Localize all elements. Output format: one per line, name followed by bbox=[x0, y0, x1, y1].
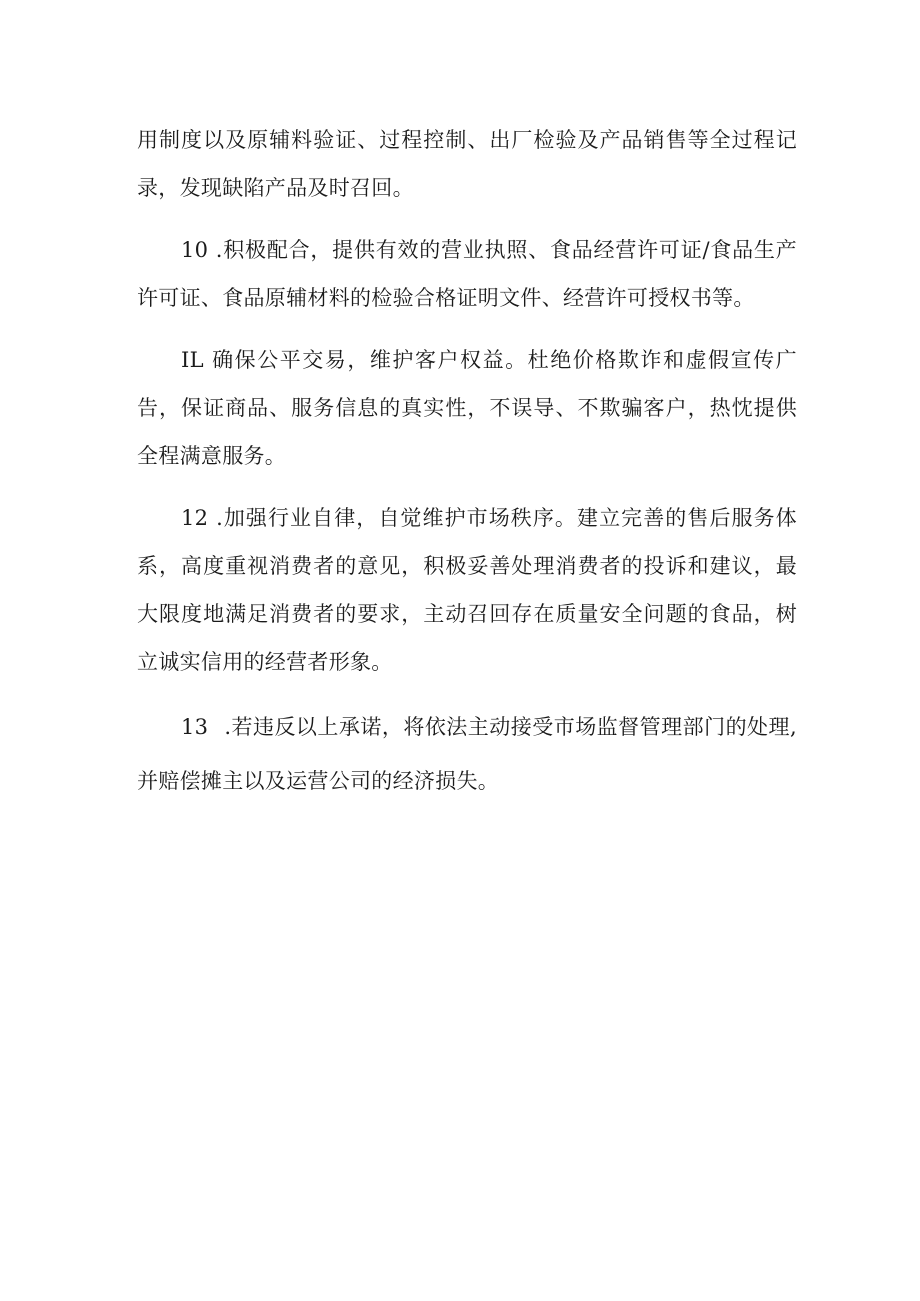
paragraph-item-11 bbox=[137, 336, 797, 480]
item-number: 12 . bbox=[181, 506, 224, 530]
item-number: 13 bbox=[181, 715, 209, 739]
paragraph-item-12 bbox=[137, 494, 797, 686]
paragraph-text: 加强行业自律，自觉维护市场秩序。建立完善的售后服务体系，高度重视消费者的意见，积极妥善处理消费者的投诉和建议，最大限度地满足消费者的要求，主动召回存在质量安全问题的食品，树立诚实信用的经营者形象。 bbox=[137, 506, 797, 674]
paragraph-text: .若违反以上承诺，将依法主动接受市场监督管理部门的处理,并赔偿摊主以及运营公司的经济损失。 bbox=[137, 715, 797, 793]
document-body bbox=[137, 116, 797, 822]
paragraph-continuation bbox=[137, 116, 797, 212]
paragraph-item-10 bbox=[137, 226, 797, 322]
paragraph-item-13 bbox=[137, 700, 797, 808]
paragraph-text: 确保公平交易，维护客户权益。杜绝价格欺诈和虚假宣传广告，保证商品、服务信息的真实性，不误导、不欺骗客户，热忱提供全程满意服务。 bbox=[137, 348, 797, 468]
paragraph-text: 用制度以及原辅料验证、过程控制、出厂检验及产品销售等全过程记录，发现缺陷产品及时召回。 bbox=[137, 128, 797, 200]
item-number: IL bbox=[181, 348, 213, 372]
paragraph-text: 积极配合，提供有效的营业执照、食品经营许可证/食品生产许可证、食品原辅材料的检验合格证明文件、经营许可授权书等。 bbox=[137, 238, 797, 310]
item-number: 10 . bbox=[181, 238, 223, 262]
